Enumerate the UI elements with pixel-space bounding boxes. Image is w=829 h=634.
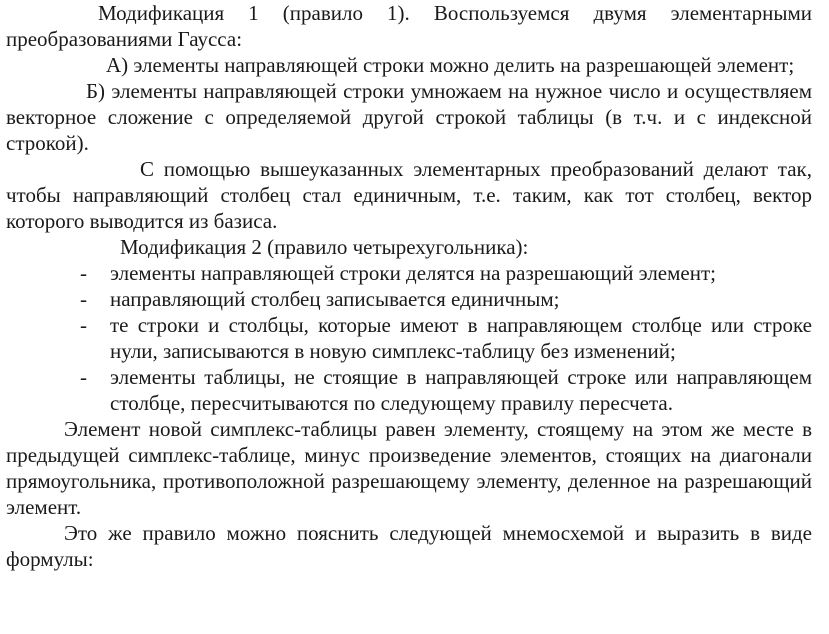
list-item-text: элементы направляющей строки делятся на разрешающий элемент; (110, 261, 716, 285)
paragraph-transformations: С помощью вышеуказанных элементарных преобразований делают так, чтобы направляющий столбец стал единичным, т.е. таким, как тот столбец, вектор которого выводится из базиса. (6, 157, 812, 233)
paragraph-new-element-rule: Элемент новой симплекс-таблицы равен элементу, стоящему на этом же месте в предыдущей симплекс-таблице, минус произведение элементов, стоящих на диагонали прямоугольника, противоположной разрешающему элементу, деленное на разрешающий элемент. (6, 417, 812, 519)
paragraph-rule-b: Б) элементы направляющей строки умножаем на нужное число и осуществляем векторное сложение с определяемой другой строкой таблицы (в т.ч. и с индексной строкой). (6, 79, 812, 155)
list-item-text: те строки и столбцы, которые имеют в направляющем столбце или строке нули, записываются в новую симплекс-таблицу без изменений; (110, 313, 812, 363)
dash-marker: - (80, 261, 87, 285)
list-item (6, 286, 812, 312)
dash-marker: - (80, 313, 87, 337)
list-item-text: элементы таблицы, не стоящие в направляющей строке или направляющем столбце, пересчитываются по следующему правилу пересчета. (110, 365, 812, 415)
dash-marker: - (80, 287, 87, 311)
paragraph-rule-a: А) элементы направляющей строки можно делить на разрешающей элемент; (106, 53, 795, 77)
list-item (6, 312, 812, 364)
paragraph-mnemonic: Это же правило можно пояснить следующей мнемосхемой и выразить в виде формулы: (6, 521, 812, 571)
document-page (6, 0, 812, 572)
dash-marker: - (80, 365, 87, 389)
list-item (6, 364, 812, 416)
list-item (6, 260, 812, 286)
paragraph-modification-1: Модификация 1 (правило 1). Воспользуемся двумя элементарными преобразованиями Гаусса: (6, 1, 812, 51)
list-item-text: направляющий столбец записывается единичным; (110, 287, 560, 311)
paragraph-modification-2: Модификация 2 (правило четырехугольника): (120, 235, 529, 259)
rules-list (6, 260, 812, 416)
